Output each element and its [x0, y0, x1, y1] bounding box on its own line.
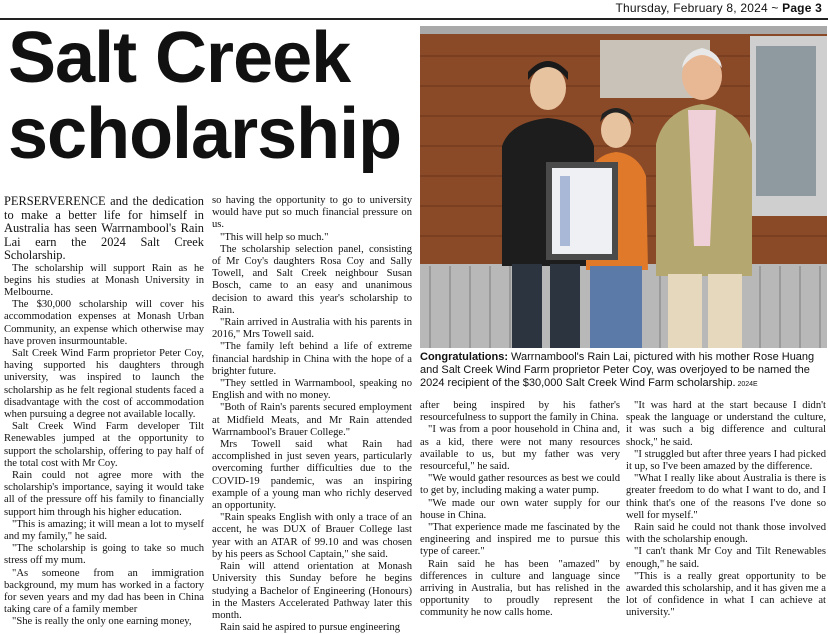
headline — [8, 20, 418, 172]
photo-caption — [420, 351, 824, 391]
article-paragraph: The $30,000 scholarship will cover his accommodation expenses at Monash Urban Community, an expense which otherwise may have proven insurmountable. — [4, 299, 204, 347]
article-paragraph: so having the opportunity to go to university would have put so much financial pressure on us. — [212, 195, 412, 231]
certificate-frame — [546, 162, 618, 260]
photo-ceiling — [420, 26, 827, 34]
article-paragraph: "The family left behind a life of extreme financial hardship in China with the hope of a brighter future. — [212, 341, 412, 377]
article-paragraph: "As someone from an immigration background, my mum has worked in a factory for seven years and my dad has been in China taking care of a family member — [4, 567, 204, 616]
photo-illustration — [420, 26, 827, 348]
article-paragraph: "This is amazing; it will mean a lot to myself and my family," he said. — [4, 518, 204, 542]
article-paragraph: Rain will attend orientation at Monash University this Sunday before he begins studying a Bachelor of Engineering (Honours) in the Masters Accelerated Pathway later this month. — [212, 561, 412, 621]
article-paragraph: "The scholarship is going to take so much stress off my mum. — [4, 543, 204, 567]
headline-line-1: Salt Creek — [8, 18, 351, 98]
article-paragraph: Mrs Towell said what Rain had accomplished in just seven years, particularly overcoming further difficulties due to the COVID-19 pandemic, was an inspiring example of a young man who richly deserved an opportunity. — [212, 439, 412, 512]
header-dateline — [615, 1, 822, 15]
article-paragraph: "I can't thank Mr Coy and Tilt Renewables enough," he said. — [626, 546, 826, 570]
article-column-3 — [420, 400, 620, 620]
header-date: Thursday, February 8, 2024 ~ — [615, 1, 783, 15]
article-paragraph: "This is a really great opportunity to be awarded this scholarship, and it has given me a lot of confidence in what I can achieve at university." — [626, 570, 826, 619]
article-paragraph: The scholarship selection panel, consisting of Mr Coy's daughters Rosa Coy and Sally Towell, and Salt Creek neighbour Susan Bosch, came to an easy and unanimous decision to award this year's scholarship to Rain. — [212, 243, 412, 316]
article-paragraph: "We would gather resources as best we could to get by, including making a water pump. — [420, 473, 620, 497]
article-paragraph: Rain said he has been "amazed" by differences in culture and language since arriving in Australia, but has relished in the opportunity to proudly represent the community he now calls home. — [420, 558, 620, 619]
article-paragraph: Rain said he could not thank those involved with the scholarship enough. — [626, 522, 826, 546]
page-header — [0, 0, 828, 20]
caption-code: 2024E — [735, 381, 758, 388]
article-paragraph: "This will help so much." — [220, 231, 329, 243]
article-paragraph: "It was hard at the start because I didn't speak the language or understand the culture, it was such a big difference and cultural shock," he said. — [626, 400, 826, 448]
article-paragraph: "Both of Rain's parents secured employment at Midfield Meats, and Mr Rain attended Warrnambool's Brauer College." — [212, 402, 412, 438]
article-paragraph: Salt Creek Wind Farm proprietor Peter Coy, having supported his daughters through university, was inspired to launch the scholarship as he felt regional students faced a disadvantage with the cost of accommodation when pursuing a degree not available locally. — [4, 347, 204, 420]
article-photo — [420, 26, 827, 348]
article-paragraph: after being inspired by his father's resourcefulness to support the family in China. — [420, 400, 620, 424]
caption-text: Warrnambool's Rain Lai, pictured with his mother Rose Huang and Salt Creek Wind Farm proprietor Peter Coy, was overjoyed to be named the 2024 recipient of the $30,000 Salt Creek Wind Farm scholarship. — [420, 351, 815, 389]
article-paragraph: Salt Creek Wind Farm developer Tilt Renewables jumped at the opportunity to support the scholarship, offering to pay half of the total cost with Mr Coy. — [4, 421, 204, 469]
photo-door-interior — [756, 46, 816, 196]
article-column-4 — [626, 400, 826, 620]
page-number: Page 3 — [782, 1, 822, 15]
article-paragraph: "I was from a poor household in China and, as a kid, there were not many resources available to us, but my father was very resourceful," he said. — [420, 424, 620, 473]
article-column-1 — [4, 195, 204, 629]
article-paragraph: The scholarship will support Rain as he begins his studies at Monash University in Melbourne. — [4, 262, 204, 298]
article-paragraph: "We made our own water supply for our house in China. — [420, 497, 620, 521]
article-paragraph: "What I really like about Australia is there is greater freedom to do what I want to do, and I think that's one of the reasons I've done so well for myself." — [626, 473, 826, 521]
article-paragraph: Rain said he aspired to pursue engineering — [220, 622, 401, 634]
headline-line-2: scholarship — [8, 94, 402, 174]
article-paragraph: "Rain speaks English with only a trace of an accent, he was DUX of Brauer College last year with an ATAR of 99.10 and was chosen by his peers as School Captain," she said. — [212, 512, 412, 560]
article-paragraph: "Rain arrived in Australia with his parents in 2016," Mrs Towell said. — [212, 317, 412, 341]
article-paragraph: "That experience made me fascinated by the engineering and inspired me to pursue this type of career." — [420, 522, 620, 558]
article-paragraph: "They settled in Warrnambool, speaking no English and with no money. — [212, 378, 412, 402]
article-paragraph: "She is really the only one earning money, — [12, 616, 192, 628]
caption-lead: Congratulations: — [420, 351, 508, 363]
article-paragraph: Rain could not agree more with the scholarship's importance, saying it would take all of the pressure off his family to financially support him through his higher education. — [4, 469, 204, 518]
article-lead-paragraph: PERSERVERENCE and the dedication to make a better life for himself in Australia has seen Warrnambool's Rain Lai earn the 2024 Salt Creek Scholarship. — [4, 194, 204, 262]
article-column-2 — [212, 195, 412, 634]
article-paragraph: "I struggled but after three years I had picked it up, so I've been amazed by the difference. — [626, 448, 826, 473]
